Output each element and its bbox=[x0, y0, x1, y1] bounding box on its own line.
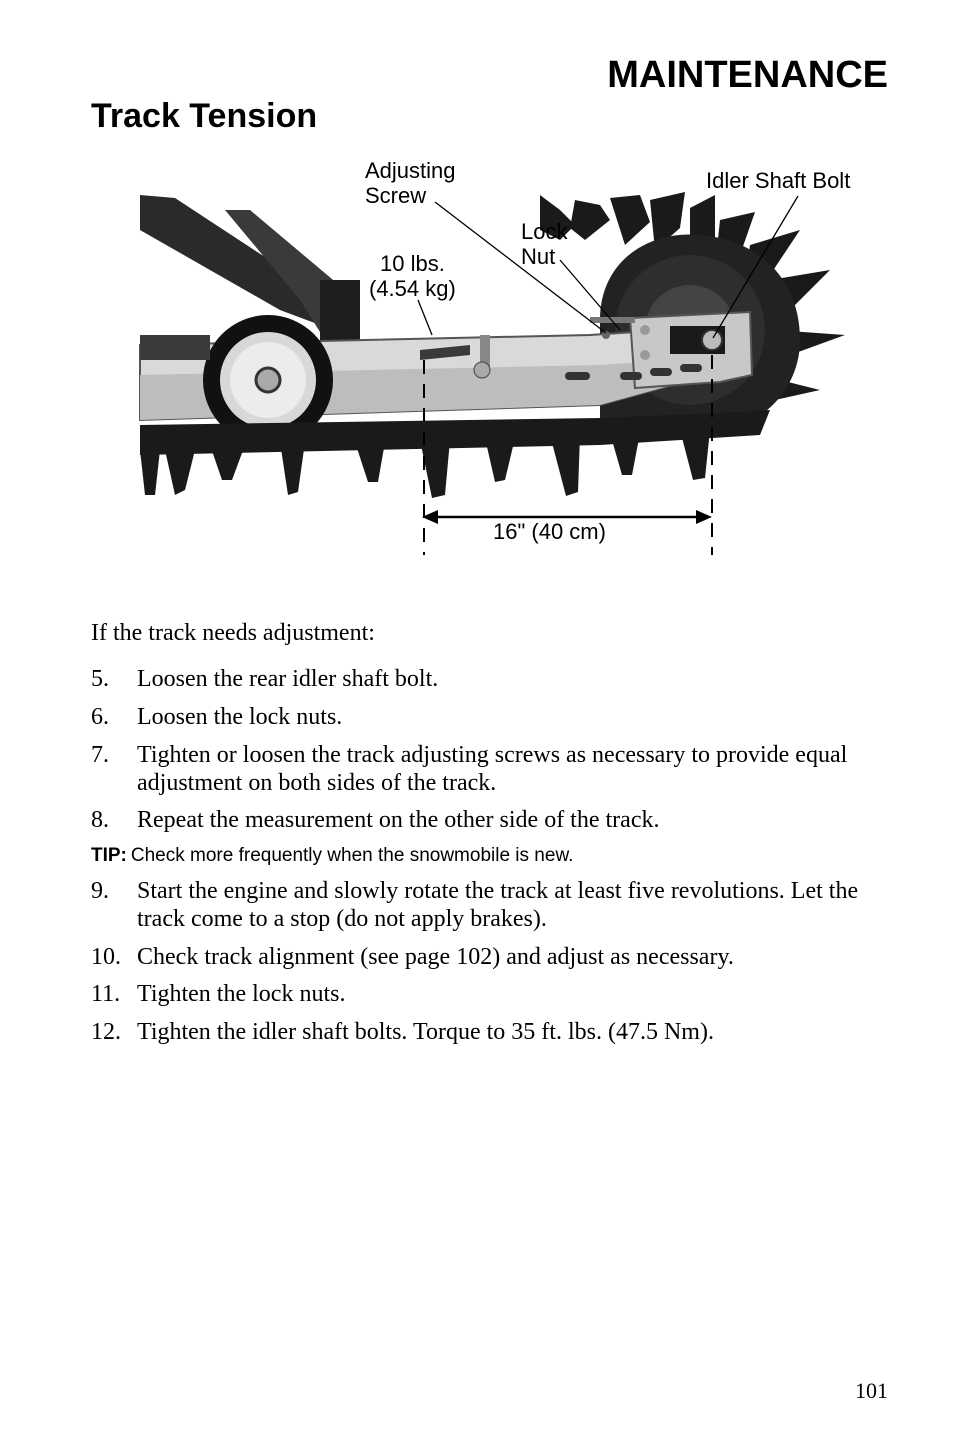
idler-shaft-bolt-callout: Idler Shaft Bolt bbox=[706, 168, 851, 193]
track-photo-illustration bbox=[0, 150, 954, 570]
step-number: 7. bbox=[91, 742, 109, 768]
step-number: 5. bbox=[91, 666, 109, 692]
page-header: MAINTENANCE bbox=[607, 54, 888, 96]
step-text: Tighten the lock nuts. bbox=[137, 981, 346, 1007]
step-number: 9. bbox=[91, 878, 109, 904]
track-tension-figure bbox=[0, 150, 954, 570]
step-text: Repeat the measurement on the other side of the track. bbox=[137, 807, 660, 833]
adjusting-screw-callout: Adjusting Screw bbox=[365, 158, 456, 208]
list-item bbox=[91, 741, 891, 797]
step-number: 6. bbox=[91, 704, 109, 730]
step-number: 12. bbox=[91, 1019, 121, 1045]
section-title: Track Tension bbox=[91, 97, 318, 135]
list-item bbox=[91, 943, 891, 971]
step-text: Loosen the rear idler shaft bolt. bbox=[137, 666, 439, 692]
intro-text: If the track needs adjustment: bbox=[91, 620, 375, 646]
step-text: Tighten or loosen the track adjusting screws as necessary to provide equal adjustment on both sides of the track. bbox=[137, 742, 848, 796]
tip-note bbox=[91, 845, 573, 867]
step-number: 11. bbox=[91, 981, 121, 1007]
list-item bbox=[91, 665, 891, 693]
measurement-callout: 16" (40 cm) bbox=[493, 519, 606, 544]
tip-text: Check more frequently when the snowmobile is new. bbox=[130, 845, 574, 866]
list-item bbox=[91, 877, 891, 933]
step-text: Tighten the idler shaft bolts. Torque to 35 ft. lbs. (47.5 Nm). bbox=[137, 1019, 714, 1045]
step-number: 10. bbox=[91, 944, 121, 970]
weight-callout: 10 lbs. (4.54 kg) bbox=[369, 251, 456, 301]
page-number: 101 bbox=[855, 1378, 888, 1403]
tip-label: TIP: bbox=[91, 845, 127, 866]
lock-nut-callout: Lock Nut bbox=[521, 219, 568, 269]
step-text: Start the engine and slowly rotate the track at least five revolutions. Let the track come to a stop (do not apply brakes). bbox=[137, 878, 859, 932]
list-item bbox=[91, 980, 891, 1008]
step-number: 8. bbox=[91, 807, 109, 833]
step-text: Check track alignment (see page 102) and adjust as necessary. bbox=[137, 944, 734, 970]
list-item bbox=[91, 703, 891, 731]
list-item bbox=[91, 1018, 891, 1046]
list-item bbox=[91, 806, 891, 834]
step-text: Loosen the lock nuts. bbox=[137, 704, 343, 730]
